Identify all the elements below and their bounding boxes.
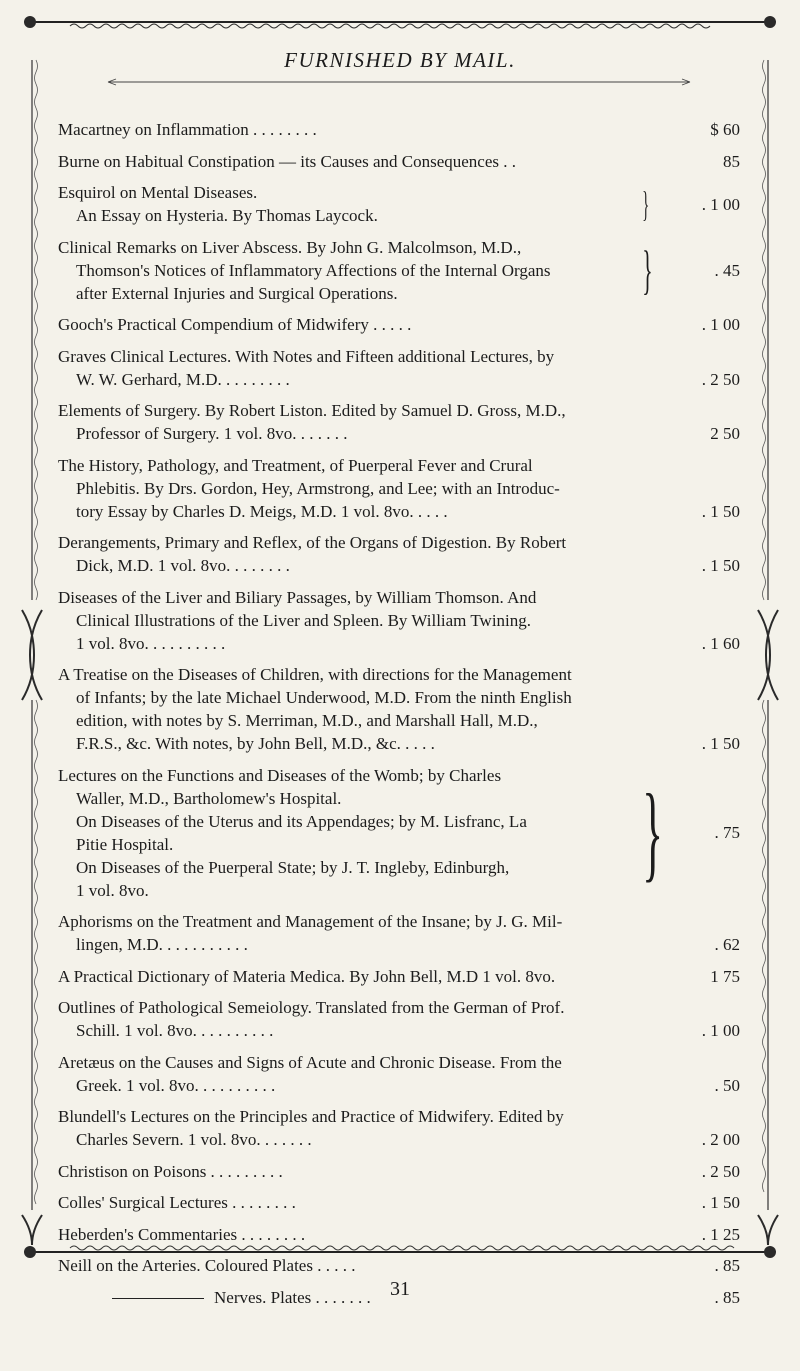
entry-line: Neill on the Arteries. Coloured Plates . . . . . <box>58 1256 356 1275</box>
catalog-entry <box>58 1223 740 1246</box>
entry-description <box>58 454 652 523</box>
entry-description <box>58 965 652 988</box>
catalog-entry <box>58 531 740 577</box>
entry-description <box>58 764 638 902</box>
entry-line: Phlebitis. By Drs. Gordon, Hey, Armstrong, and Lee; with an Introduc- <box>76 478 560 498</box>
entry-price: . 1 60 <box>701 633 740 653</box>
entry-description <box>58 399 652 445</box>
entry-line: Gooch's Practical Compendium of Midwifery . . . . . <box>58 315 412 334</box>
catalog-entry <box>58 965 740 988</box>
entry-description <box>58 181 638 227</box>
catalog-entry <box>58 118 740 141</box>
entry-line: Waller, M.D., Bartholomew's Hospital. <box>76 788 342 808</box>
entry-line: Clinical Remarks on Liver Abscess. By John G. Malcolmson, M.D., <box>58 237 522 257</box>
entry-description <box>58 1160 652 1183</box>
catalog-entry <box>58 399 740 445</box>
entry-description <box>58 1051 652 1097</box>
brace-mark: } <box>642 184 650 224</box>
entry-line: 1 vol. 8vo. <box>76 880 149 900</box>
entry-price: . 1 00 <box>701 194 740 214</box>
brace-mark: } <box>642 772 663 892</box>
entry-line: Heberden's Commentaries . . . . . . . . <box>58 1224 306 1244</box>
entry-description <box>58 1105 652 1151</box>
entry-line: after External Injuries and Surgical Operations. <box>76 283 398 303</box>
entry-price: . 2 50 <box>701 369 740 389</box>
entry-line: edition, with notes by S. Merriman, M.D., and Marshall Hall, M.D., <box>76 711 538 730</box>
entry-line: Greek. 1 vol. 8vo. . . . . . . . . . <box>76 1075 276 1095</box>
entry-description <box>58 150 652 173</box>
entry-line: A Practical Dictionary of Materia Medica. By John Bell, M.D 1 vol. 8vo. <box>58 966 556 986</box>
entry-price: . 2 50 <box>701 1161 740 1181</box>
entry-line: lingen, M.D. . . . . . . . . . . <box>76 935 248 954</box>
entry-line: On Diseases of the Puerperal State; by J. T. Ingleby, Edinburgh, <box>76 857 510 877</box>
entry-line: Esquirol on Mental Diseases. <box>58 183 258 202</box>
entry-price: 1 75 <box>710 966 740 986</box>
entry-line: An Essay on Hysteria. By Thomas Laycock. <box>76 206 378 225</box>
catalog-entry <box>58 181 740 227</box>
entry-price: $ 60 <box>710 120 740 139</box>
catalog-entry <box>58 910 740 956</box>
entry-line: of Infants; by the late Michael Underwood, M.D. From the ninth English <box>76 688 572 707</box>
catalog-entry <box>58 313 740 336</box>
catalog-entry <box>58 345 740 391</box>
page-number: 31 <box>390 1278 410 1300</box>
entry-price: . 75 <box>714 823 740 842</box>
catalog-entry <box>58 150 740 173</box>
catalog-list <box>58 118 740 1317</box>
entry-line: Charles Severn. 1 vol. 8vo. . . . . . . <box>76 1130 312 1149</box>
entry-line: Professor of Surgery. 1 vol. 8vo. . . . . . . <box>76 424 348 443</box>
entry-line: Macartney on Inflammation . . . . . . . . <box>58 120 317 139</box>
entry-description <box>58 1191 652 1214</box>
entry-line: Outlines of Pathological Semeiology. Translated from the German of Prof. <box>58 998 565 1017</box>
entry-line: Pitie Hospital. <box>76 834 174 854</box>
entry-price: 2 50 <box>710 424 740 443</box>
entry-line: Burne on Habitual Constipation — its Causes and Consequences . . <box>58 151 516 171</box>
entry-line: Schill. 1 vol. 8vo. . . . . . . . . . <box>76 1021 274 1040</box>
entry-line: Derangements, Primary and Reflex, of the Organs of Digestion. By Robert <box>58 533 567 552</box>
catalog-entry <box>58 1105 740 1151</box>
entry-description <box>58 1223 652 1246</box>
entry-description <box>58 236 638 305</box>
entry-price: . 1 50 <box>701 556 740 575</box>
catalog-entry <box>58 1191 740 1214</box>
catalog-entry <box>58 586 740 655</box>
entry-price: . 1 50 <box>701 1193 740 1212</box>
entry-price: . 1 00 <box>701 315 740 334</box>
entry-line: 1 vol. 8vo. . . . . . . . . . <box>76 633 226 653</box>
entry-price: . 45 <box>714 260 740 280</box>
entry-price: . 50 <box>714 1075 740 1095</box>
entry-line: Colles' Surgical Lectures . . . . . . . . <box>58 1193 296 1212</box>
entry-line: The History, Pathology, and Treatment, of Puerperal Fever and Crural <box>58 455 533 475</box>
entry-line: Diseases of the Liver and Biliary Passages, by William Thomson. And <box>58 587 537 607</box>
entry-line: Lectures on the Functions and Diseases of the Womb; by Charles <box>58 765 502 785</box>
entry-line: tory Essay by Charles D. Meigs, M.D. 1 vol. 8vo. . . . . <box>76 501 448 521</box>
entry-description <box>58 345 652 391</box>
entry-description <box>58 1254 652 1277</box>
entry-description <box>58 531 652 577</box>
catalog-entry <box>58 764 740 902</box>
entry-line: Dick, M.D. 1 vol. 8vo. . . . . . . . <box>76 556 290 575</box>
entry-description <box>58 586 652 655</box>
catalog-entry <box>58 663 740 755</box>
entry-line: F.R.S., &c. With notes, by John Bell, M.D., &c. . . . . <box>76 734 435 753</box>
entry-line: Aretæus on the Causes and Signs of Acute and Chronic Disease. From the <box>58 1052 562 1072</box>
catalog-entry <box>58 1051 740 1097</box>
entry-line: Thomson's Notices of Inflammatory Affections of the Internal Organs <box>76 260 551 280</box>
entry-price: . 62 <box>714 935 740 954</box>
entry-price: . 85 <box>714 1256 740 1275</box>
entry-line: Aphorisms on the Treatment and Management of the Insane; by J. G. Mil- <box>58 912 563 931</box>
entry-description <box>58 313 652 336</box>
entry-description <box>58 118 652 141</box>
entry-line: On Diseases of the Uterus and its Appendages; by M. Lisfranc, La <box>76 811 527 831</box>
entry-description <box>58 910 652 956</box>
catalog-entry <box>58 1254 740 1277</box>
entry-price: . 2 00 <box>701 1130 740 1149</box>
entry-price: . 85 <box>714 1287 740 1307</box>
page-heading: FURNISHED BY MAIL. <box>284 48 516 72</box>
entry-line-text: Nerves. Plates . . . . . . . <box>214 1287 371 1307</box>
entry-description <box>58 663 652 755</box>
entry-line: Graves Clinical Lectures. With Notes and Fifteen additional Lectures, by <box>58 346 555 366</box>
entry-description <box>58 996 652 1042</box>
entry-line: Clinical Illustrations of the Liver and Spleen. By William Twining. <box>76 610 532 630</box>
brace-mark: } <box>642 240 653 300</box>
entry-line: Blundell's Lectures on the Principles and Practice of Midwifery. Edited by <box>58 1107 564 1126</box>
entry-line: A Treatise on the Diseases of Children, with directions for the Management <box>58 665 572 684</box>
entry-price: . 1 25 <box>701 1224 740 1244</box>
entry-price: . 1 50 <box>701 734 740 753</box>
entry-price: 85 <box>723 151 740 171</box>
entry-price: . 1 00 <box>701 1021 740 1040</box>
entry-price: . 1 50 <box>701 501 740 521</box>
entry-line: Christison on Poisons . . . . . . . . . <box>58 1161 283 1181</box>
entry-line: W. W. Gerhard, M.D. . . . . . . . . <box>76 369 290 389</box>
catalog-entry <box>58 996 740 1042</box>
entry-line: Elements of Surgery. By Robert Liston. Edited by Samuel D. Gross, M.D., <box>58 401 566 420</box>
catalog-entry <box>58 236 740 305</box>
catalog-entry <box>58 1160 740 1183</box>
catalog-entry <box>58 454 740 523</box>
